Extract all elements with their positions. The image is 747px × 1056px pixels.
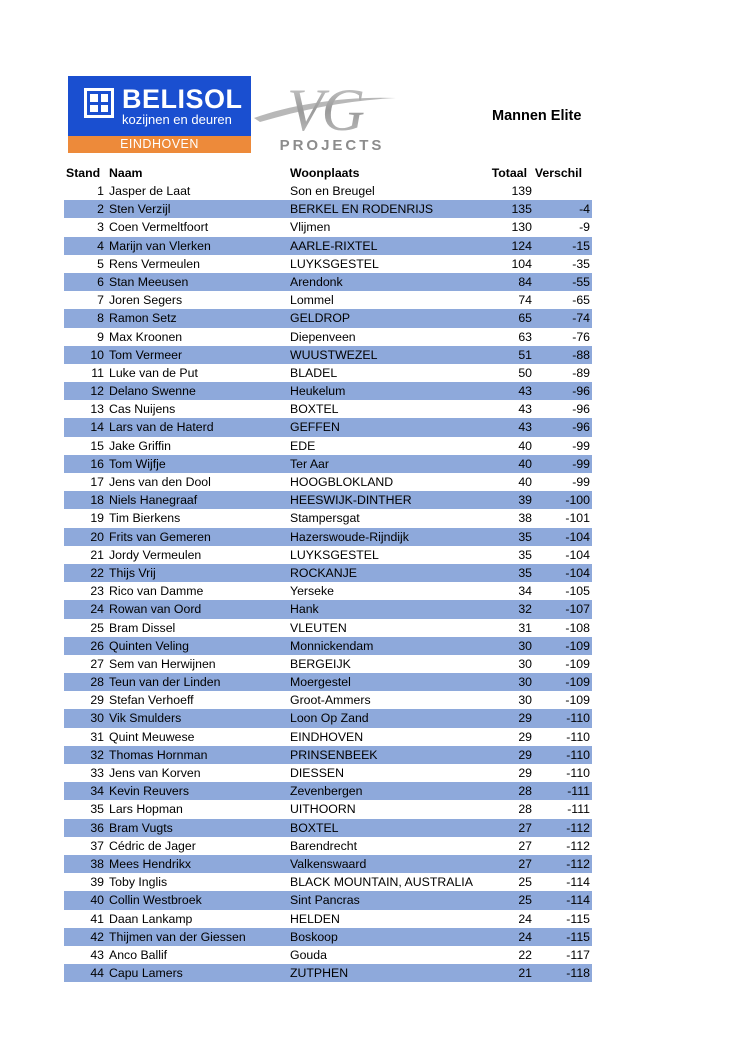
cell-totaal: 43 [518, 402, 532, 417]
cell-naam: Capu Lamers [109, 966, 183, 981]
cell-stand: 15 [90, 438, 104, 453]
cell-stand: 17 [90, 475, 104, 489]
cell-stand: 31 [90, 729, 104, 744]
cell-verschil: -96 [572, 420, 590, 435]
cell-totaal: 29 [518, 729, 532, 744]
cell-verschil: -74 [572, 311, 590, 326]
cell-woonplaats: Son en Breugel [290, 184, 375, 198]
table-row [64, 709, 592, 727]
cell-woonplaats: Barendrecht [290, 838, 357, 853]
cell-naam: Toby Inglis [109, 875, 168, 890]
table-row [64, 546, 592, 564]
cell-totaal: 30 [518, 675, 532, 690]
table-row [64, 309, 592, 327]
table-row [64, 509, 592, 527]
cell-totaal: 63 [518, 329, 532, 344]
cell-verschil: -109 [565, 675, 590, 690]
cell-stand: 11 [91, 365, 104, 380]
cell-woonplaats: UITHOORN [290, 802, 356, 817]
cell-stand: 35 [90, 802, 104, 817]
cell-totaal: 130 [511, 220, 532, 235]
cell-totaal: 51 [518, 347, 532, 362]
cell-stand: 32 [90, 747, 104, 762]
cell-stand: 42 [90, 929, 104, 944]
cell-woonplaats: Gouda [290, 947, 327, 962]
cell-woonplaats: Vlijmen [290, 220, 331, 235]
cell-totaal: 135 [511, 202, 532, 217]
cell-totaal: 29 [518, 766, 532, 780]
cell-verschil: -99 [572, 475, 590, 489]
cell-naam: Stan Meeusen [109, 274, 189, 289]
cell-stand: 25 [90, 620, 104, 635]
cell-woonplaats: BERGEIJK [290, 656, 351, 671]
cell-woonplaats: Valkenswaard [290, 856, 367, 871]
table-row [64, 764, 592, 782]
cell-stand: 12 [90, 384, 104, 399]
cell-verschil: -55 [572, 274, 590, 289]
cell-verschil: -114 [566, 893, 590, 908]
cell-totaal: 30 [518, 693, 532, 708]
cell-naam: Rens Vermeulen [109, 256, 200, 271]
cell-naam: Teun van der Linden [109, 675, 221, 690]
table-row [64, 619, 592, 637]
cell-naam: Quint Meuwese [109, 729, 195, 744]
cell-totaal: 74 [518, 293, 532, 308]
cell-verschil: -111 [567, 802, 590, 817]
cell-totaal: 30 [518, 638, 532, 653]
cell-woonplaats: Ter Aar [290, 456, 329, 471]
cell-totaal: 43 [518, 420, 532, 435]
cell-verschil: -89 [572, 365, 590, 380]
table-row [64, 928, 592, 946]
table-body [64, 182, 592, 982]
cell-woonplaats: BOXTEL [290, 820, 339, 835]
table-row [64, 891, 592, 909]
cell-naam: Niels Hanegraaf [109, 493, 198, 508]
cell-woonplaats: Heukelum [290, 384, 346, 399]
cell-totaal: 28 [518, 784, 532, 799]
cell-naam: Delano Swenne [109, 384, 196, 399]
cell-totaal: 27 [518, 856, 532, 871]
cell-woonplaats: LUYKSGESTEL [290, 547, 379, 562]
vg-letters: VG [287, 77, 363, 143]
window-icon [84, 88, 114, 118]
table-row [64, 328, 592, 346]
table-row [64, 673, 592, 691]
cell-totaal: 24 [518, 911, 532, 926]
cell-naam: Lars Hopman [109, 802, 183, 817]
cell-stand: 36 [90, 820, 104, 835]
cell-verschil: -111 [567, 784, 590, 799]
table-row [64, 364, 592, 382]
cell-stand: 43 [90, 947, 104, 962]
cell-stand: 22 [90, 565, 104, 580]
cell-naam: Jake Griffin [109, 438, 171, 453]
cell-naam: Vik Smulders [109, 711, 182, 726]
cell-verschil: -109 [565, 693, 590, 708]
table-row [64, 455, 592, 473]
cell-verschil: -99 [572, 456, 590, 471]
cell-naam: Sten Verzijl [109, 202, 171, 217]
cell-verschil: -105 [565, 584, 590, 599]
cell-woonplaats: AARLE-RIXTEL [290, 238, 378, 253]
cell-naam: Thijmen van der Giessen [109, 929, 246, 944]
table-row [64, 946, 592, 964]
cell-stand: 34 [90, 784, 104, 799]
table-row [64, 655, 592, 673]
cell-naam: Ramon Setz [109, 311, 177, 326]
cell-totaal: 38 [518, 511, 532, 526]
cell-totaal: 24 [518, 929, 532, 944]
cell-verschil: -107 [565, 602, 590, 617]
cell-naam: Rico van Damme [109, 584, 204, 599]
table-row [64, 564, 592, 582]
table-row [64, 837, 592, 855]
cell-verschil: -114 [566, 875, 590, 890]
table-row [64, 691, 592, 709]
cell-stand: 33 [90, 766, 104, 780]
cell-totaal: 43 [518, 384, 532, 399]
cell-totaal: 35 [518, 565, 532, 580]
cell-verschil: -9 [579, 220, 590, 235]
cell-totaal: 39 [518, 493, 532, 508]
table-row [64, 728, 592, 746]
cell-naam: Tom Vermeer [109, 347, 183, 362]
cell-naam: Jasper de Laat [109, 184, 191, 198]
cell-totaal: 104 [511, 256, 532, 271]
cell-totaal: 139 [511, 184, 532, 198]
cell-totaal: 50 [518, 365, 532, 380]
cell-woonplaats: Hank [290, 602, 319, 617]
cell-verschil: -76 [572, 329, 590, 344]
cell-stand: 19 [90, 511, 104, 526]
header-verschil: Verschil [534, 166, 582, 180]
cell-totaal: 27 [518, 820, 532, 835]
cell-naam: Tom Wijfje [109, 456, 166, 471]
cell-woonplaats: Moergestel [290, 675, 351, 690]
cell-naam: Joren Segers [109, 293, 183, 308]
cell-totaal: 40 [518, 456, 532, 471]
cell-totaal: 124 [511, 238, 532, 253]
cell-verschil: -115 [566, 929, 590, 944]
cell-verschil: -112 [566, 838, 590, 853]
cell-naam: Frits van Gemeren [109, 529, 211, 544]
cell-stand: 18 [90, 493, 104, 508]
cell-naam: Tim Bierkens [109, 511, 181, 526]
ranking-table [64, 164, 592, 982]
table-row [64, 528, 592, 546]
cell-stand: 26 [90, 638, 104, 653]
table-row [64, 346, 592, 364]
table-row [64, 200, 592, 218]
table-row [64, 218, 592, 236]
cell-verschil: -117 [566, 947, 590, 962]
cell-stand: 6 [97, 274, 104, 289]
table-row [64, 255, 592, 273]
cell-stand: 29 [90, 693, 104, 708]
cell-verschil: -110 [566, 711, 590, 726]
cell-naam: Jens van Korven [109, 766, 201, 780]
cell-stand: 13 [90, 402, 104, 417]
cell-verschil: -109 [565, 638, 590, 653]
table-row [64, 400, 592, 418]
cell-naam: Jordy Vermeulen [109, 547, 202, 562]
vg-projects-word: PROJECTS [279, 137, 385, 154]
cell-naam: Cas Nuijens [109, 402, 176, 417]
cell-woonplaats: Sint Pancras [290, 893, 360, 908]
cell-woonplaats: Groot-Ammers [290, 693, 371, 708]
cell-woonplaats: Monnickendam [290, 638, 374, 653]
cell-stand: 44 [90, 966, 104, 981]
cell-naam: Sem van Herwijnen [109, 656, 216, 671]
cell-woonplaats: DIESSEN [290, 766, 344, 780]
cell-naam: Daan Lankamp [109, 911, 193, 926]
cell-stand: 28 [90, 675, 104, 690]
cell-stand: 5 [97, 256, 104, 271]
cell-woonplaats: HEESWIJK-DINTHER [290, 493, 412, 508]
table-row [64, 273, 592, 291]
cell-totaal: 21 [518, 966, 532, 981]
cell-stand: 2 [97, 202, 104, 217]
cell-verschil: -15 [572, 238, 590, 253]
cell-naam: Stefan Verhoeff [109, 693, 194, 708]
cell-naam: Max Kroonen [109, 329, 183, 344]
cell-totaal: 27 [518, 838, 532, 853]
table-row [64, 491, 592, 509]
cell-woonplaats: Hazerswoude-Rijndijk [290, 529, 409, 544]
cell-naam: Luke van de Put [109, 365, 198, 380]
cell-stand: 38 [90, 856, 104, 871]
cell-naam: Kevin Reuvers [109, 784, 189, 799]
table-row [64, 237, 592, 255]
cell-naam: Bram Vugts [109, 820, 173, 835]
cell-verschil: -101 [565, 511, 590, 526]
cell-woonplaats: ZUTPHEN [290, 966, 349, 981]
cell-totaal: 25 [518, 893, 532, 908]
cell-stand: 40 [90, 893, 104, 908]
cell-verschil: -104 [565, 529, 590, 544]
cell-totaal: 29 [518, 747, 532, 762]
cell-stand: 20 [90, 529, 104, 544]
cell-woonplaats: Zevenbergen [290, 784, 363, 799]
page-title: Mannen Elite [492, 108, 582, 124]
cell-totaal: 40 [518, 438, 532, 453]
cell-woonplaats: ROCKANJE [290, 565, 357, 580]
table-row [64, 746, 592, 764]
cell-woonplaats: EINDHOVEN [290, 729, 364, 744]
table-row [64, 437, 592, 455]
cell-stand: 21 [90, 547, 104, 562]
cell-naam: Jens van den Dool [109, 475, 211, 489]
cell-stand: 24 [90, 602, 104, 617]
cell-stand: 16 [90, 456, 104, 471]
cell-stand: 14 [90, 420, 104, 435]
cell-stand: 10 [90, 347, 104, 362]
belisol-brand-name: BELISOL [122, 84, 243, 114]
cell-totaal: 84 [518, 274, 532, 289]
cell-totaal: 40 [518, 475, 532, 489]
table-row [64, 819, 592, 837]
table-row [64, 964, 592, 982]
cell-woonplaats: BOXTEL [290, 402, 339, 417]
belisol-city: EINDHOVEN [68, 136, 251, 153]
cell-totaal: 35 [518, 547, 532, 562]
cell-verschil: -4 [579, 202, 590, 217]
table-row [64, 418, 592, 436]
cell-verschil: -100 [565, 493, 590, 508]
cell-naam: Marijn van Vlerken [109, 238, 211, 253]
table-row [64, 382, 592, 400]
cell-totaal: 25 [518, 875, 532, 890]
cell-naam: Rowan van Oord [109, 602, 202, 617]
cell-woonplaats: LUYKSGESTEL [290, 256, 379, 271]
cell-woonplaats: VLEUTEN [290, 620, 347, 635]
header-stand: Stand [66, 166, 101, 180]
cell-naam: Anco Ballif [109, 947, 168, 962]
cell-naam: Thijs Vrij [109, 565, 156, 580]
cell-verschil: -110 [566, 747, 590, 762]
cell-totaal: 29 [518, 711, 532, 726]
cell-woonplaats: Diepenveen [290, 329, 356, 344]
table-row [64, 291, 592, 309]
table-row [64, 637, 592, 655]
table-row [64, 473, 592, 491]
cell-stand: 39 [90, 875, 104, 890]
cell-woonplaats: Boskoop [290, 929, 338, 944]
cell-woonplaats: HOOGBLOKLAND [290, 475, 394, 489]
cell-totaal: 65 [518, 311, 532, 326]
table-row [64, 600, 592, 618]
table-row [64, 910, 592, 928]
cell-woonplaats: BLADEL [290, 365, 338, 380]
cell-totaal: 31 [518, 620, 532, 635]
cell-verschil: -96 [572, 384, 590, 399]
cell-stand: 3 [97, 220, 104, 235]
cell-stand: 9 [97, 329, 104, 344]
cell-naam: Coen Vermeltfoort [109, 220, 209, 235]
cell-verschil: -96 [572, 402, 590, 417]
cell-totaal: 22 [518, 947, 532, 962]
cell-woonplaats: Yerseke [290, 584, 334, 599]
cell-naam: Lars van de Haterd [109, 420, 214, 435]
cell-woonplaats: EDE [290, 438, 316, 453]
cell-stand: 4 [97, 238, 104, 253]
cell-verschil: -110 [566, 729, 590, 744]
table-row [64, 782, 592, 800]
cell-verschil: -108 [565, 620, 590, 635]
cell-totaal: 32 [518, 602, 532, 617]
cell-stand: 30 [90, 711, 104, 726]
cell-verschil: -110 [566, 766, 590, 780]
cell-woonplaats: Loon Op Zand [290, 711, 369, 726]
cell-verschil: -99 [572, 438, 590, 453]
header-totaal: Totaal [491, 166, 527, 180]
cell-woonplaats: HELDEN [290, 911, 340, 926]
header-woonplaats: Woonplaats [290, 166, 360, 180]
cell-naam: Bram Dissel [109, 620, 176, 635]
cell-woonplaats: BLACK MOUNTAIN, AUSTRALIA [290, 875, 473, 890]
cell-naam: Quinten Veling [109, 638, 189, 653]
table-row [64, 855, 592, 873]
cell-stand: 7 [97, 293, 104, 308]
table-row [64, 800, 592, 818]
cell-verschil: -112 [566, 820, 590, 835]
belisol-logo-blue-panel [68, 76, 251, 136]
table-row [64, 182, 592, 200]
cell-totaal: 28 [518, 802, 532, 817]
cell-woonplaats: Arendonk [290, 274, 343, 289]
cell-naam: Mees Hendrikx [109, 856, 192, 871]
cell-stand: 27 [90, 656, 104, 671]
cell-woonplaats: Stampersgat [290, 511, 360, 526]
cell-stand: 23 [90, 584, 104, 599]
cell-verschil: -88 [572, 347, 590, 362]
cell-stand: 8 [97, 311, 104, 326]
table-row [64, 582, 592, 600]
belisol-tagline: kozijnen en deuren [122, 112, 232, 127]
cell-woonplaats: WUUSTWEZEL [290, 347, 378, 362]
table-row [64, 873, 592, 891]
cell-naam: Thomas Hornman [109, 747, 208, 762]
cell-woonplaats: PRINSENBEEK [290, 747, 378, 762]
cell-naam: Cédric de Jager [109, 838, 196, 853]
cell-verschil: -35 [572, 256, 590, 271]
cell-verschil: -115 [566, 911, 590, 926]
cell-totaal: 35 [518, 529, 532, 544]
cell-totaal: 34 [518, 584, 532, 599]
cell-verschil: -65 [572, 293, 590, 308]
header-naam: Naam [109, 166, 143, 180]
cell-verschil: -112 [566, 856, 590, 871]
cell-verschil: -109 [565, 656, 590, 671]
cell-totaal: 30 [518, 656, 532, 671]
cell-woonplaats: Lommel [290, 293, 334, 308]
table-header [64, 164, 592, 182]
cell-stand: 41 [90, 911, 104, 926]
vg-projects-logo [252, 74, 398, 154]
cell-woonplaats: BERKEL EN RODENRIJS [290, 202, 434, 217]
cell-stand: 1 [97, 184, 104, 198]
cell-woonplaats: GELDROP [290, 311, 351, 326]
cell-stand: 37 [90, 838, 104, 853]
cell-verschil: -104 [565, 547, 590, 562]
cell-verschil: -104 [565, 565, 590, 580]
cell-verschil: -118 [566, 966, 590, 981]
belisol-logo [68, 76, 251, 153]
cell-naam: Collin Westbroek [109, 893, 202, 908]
cell-woonplaats: GEFFEN [290, 420, 340, 435]
